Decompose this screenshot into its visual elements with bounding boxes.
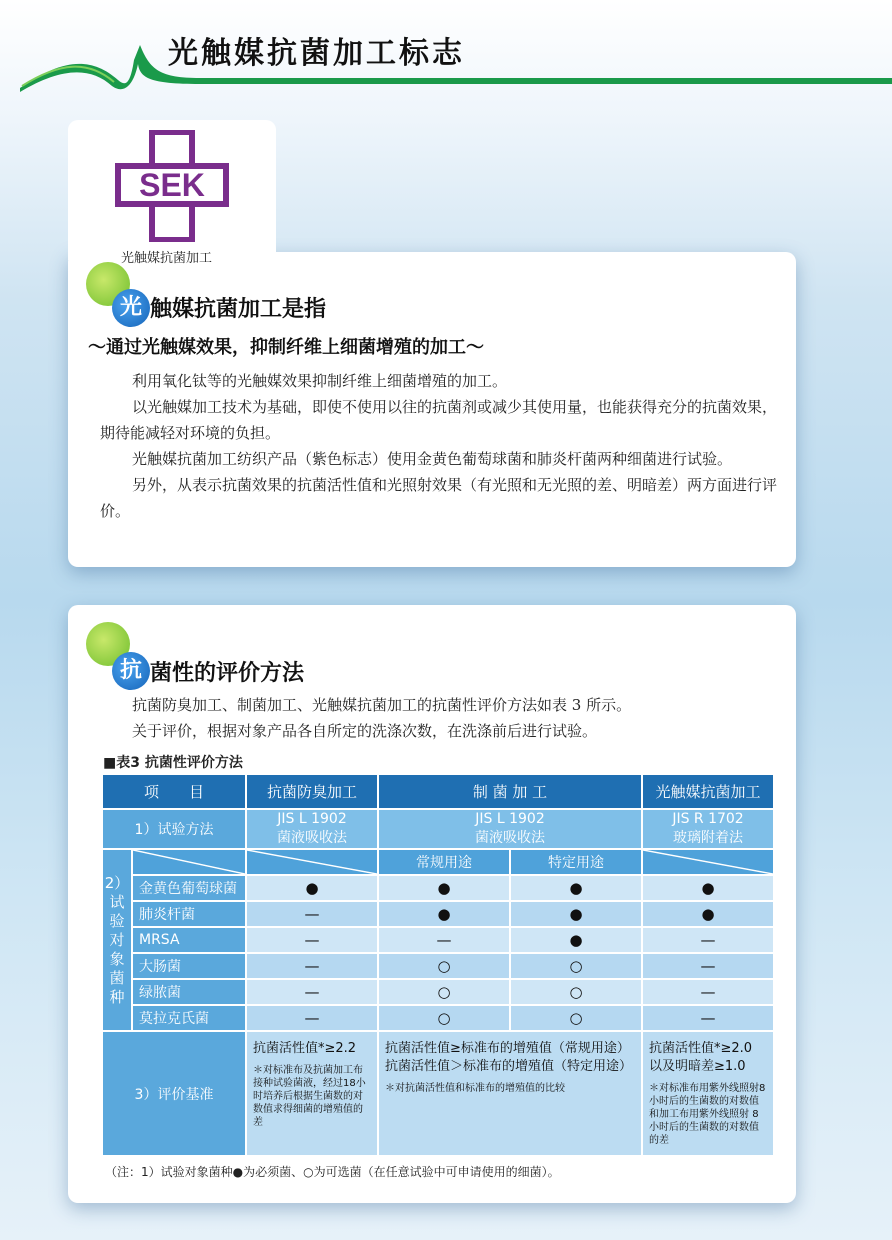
- species-group-char: 对: [109, 930, 125, 949]
- method-3-std: JIS R 1702: [672, 811, 744, 827]
- row-label-method: 1）试验方法: [102, 809, 246, 849]
- section2-icon-char: 抗: [112, 652, 150, 690]
- species-group-char: 菌: [109, 968, 125, 987]
- method-2-name: 菌液吸收法: [475, 830, 546, 846]
- mark-photocatalyst: ●: [642, 901, 774, 927]
- mark-photocatalyst: —: [642, 1005, 774, 1031]
- section2-body: [100, 692, 780, 744]
- section1-para-4: 另外，从表示抗菌效果的抗菌活性值和光照射效果（有光照和无光照的差、明暗差）两方面进行评价。: [100, 476, 778, 520]
- section1-icon-char: 光: [112, 289, 150, 327]
- mark-specific: ○: [510, 1005, 642, 1031]
- table-row: [102, 927, 774, 953]
- criteria-3-note: ＊对标准布用紫外线照射8小时后的生菌数的对数值和加工布用紫外线照射 8小时后的生菌数的对数值的差: [649, 1083, 766, 1146]
- section2-para-2: 关于评价，根据对象产品各自所定的洗涤次数，在洗涤前后进行试验。: [132, 722, 598, 740]
- row-label-criteria: 3）评价基准: [102, 1031, 246, 1156]
- mark-photocatalyst: —: [642, 927, 774, 953]
- method-cell-1: [246, 809, 378, 849]
- mark-general: ○: [378, 1005, 510, 1031]
- col-header-bacteriostatic: 制 菌 加 工: [378, 774, 642, 809]
- method-cell-2: [378, 809, 642, 849]
- table-row: [102, 875, 774, 901]
- table-row: [102, 979, 774, 1005]
- mark-deodorant: —: [246, 979, 378, 1005]
- criteria-1-note: ＊对标准布及抗菌加工布接种试验菌液，经过18小时培养后根据生菌数的对数值求得细菌的增殖值的差: [253, 1065, 366, 1128]
- page-title: 光触媒抗菌加工标志: [168, 36, 465, 71]
- mark-photocatalyst: ●: [642, 875, 774, 901]
- criteria-bacteriostatic: [378, 1031, 642, 1156]
- diagonal-cell: [642, 849, 774, 875]
- mark-general: —: [378, 927, 510, 953]
- criteria-2-main-2: 抗菌活性值＞标准布的增殖值（特定用途）: [385, 1059, 633, 1074]
- species-name: MRSA: [132, 927, 246, 953]
- sub-header-general: 常规用途: [378, 849, 510, 875]
- section1-para-1: 利用氧化钛等的光触媒效果抑制纤维上细菌增殖的加工。: [132, 372, 508, 390]
- mark-photocatalyst: —: [642, 953, 774, 979]
- mark-specific: ○: [510, 979, 642, 1005]
- table-row: [102, 1005, 774, 1031]
- section1-para-2: 以光触媒加工技术为基础，即使不使用以往的抗菌剂或减少其使用量，也能获得充分的抗菌效果，期待能减轻对环境的负担。: [100, 398, 778, 442]
- table-caption: ■表3 抗菌性评价方法: [103, 755, 243, 771]
- table-row: [102, 953, 774, 979]
- col-header-photocatalyst: 光触媒抗菌加工: [642, 774, 774, 809]
- section1-subtitle: ～通过光触媒效果，抑制纤维上细菌增殖的加工～: [88, 337, 484, 358]
- species-group-char: 种: [109, 987, 125, 1006]
- section2-title: 菌性的评价方法: [150, 661, 305, 686]
- diagonal-cell: [246, 849, 378, 875]
- mark-general: ●: [378, 875, 510, 901]
- species-name: 大肠菌: [132, 953, 246, 979]
- table-row: [102, 901, 774, 927]
- sek-logo: [114, 130, 230, 242]
- criteria-3-main-1: 抗菌活性值*≥2.0: [649, 1041, 753, 1056]
- criteria-2-note: ＊对抗菌活性值和标准布的增殖值的比较: [385, 1083, 566, 1094]
- method-2-std: JIS L 1902: [475, 811, 545, 827]
- method-1-name: 菌液吸收法: [277, 830, 348, 846]
- method-1-std: JIS L 1902: [277, 811, 347, 827]
- species-name: 绿脓菌: [132, 979, 246, 1005]
- table-footnote: （注：1）试验对象菌种●为必须菌、○为可选菌（在任意试验中可申请使用的细菌）。: [105, 1165, 560, 1179]
- mark-general: ○: [378, 953, 510, 979]
- mark-deodorant: —: [246, 1005, 378, 1031]
- section1-body: [100, 368, 780, 524]
- species-group-char: 试: [109, 892, 125, 911]
- species-name: 金黄色葡萄球菌: [132, 875, 246, 901]
- criteria-3-main-2: 以及明暗差≥1.0: [649, 1059, 746, 1074]
- section2-para-1: 抗菌防臭加工、制菌加工、光触媒抗菌加工的抗菌性评价方法如表 3 所示。: [132, 696, 632, 714]
- species-group-char: 象: [109, 949, 125, 968]
- col-header-deodorant: 抗菌防臭加工: [246, 774, 378, 809]
- method-cell-3: [642, 809, 774, 849]
- mark-specific: ●: [510, 927, 642, 953]
- mark-deodorant: —: [246, 901, 378, 927]
- species-name: 莫拉克氏菌: [132, 1005, 246, 1031]
- method-3-name: 玻璃附着法: [673, 830, 744, 846]
- criteria-deodorant: [246, 1031, 378, 1156]
- logo-caption: 光触媒抗菌加工: [121, 251, 213, 266]
- criteria-1-main: 抗菌活性值*≥2.2: [253, 1041, 357, 1056]
- sek-logo-text: SEK: [139, 167, 205, 203]
- species-group-char: 验: [109, 911, 125, 930]
- col-header-item: 项 目: [102, 774, 246, 809]
- mark-general: ○: [378, 979, 510, 1005]
- mark-photocatalyst: —: [642, 979, 774, 1005]
- mark-deodorant: —: [246, 927, 378, 953]
- mark-deodorant: —: [246, 953, 378, 979]
- species-group-label: [102, 849, 132, 1031]
- mark-deodorant: ●: [246, 875, 378, 901]
- mark-general: ●: [378, 901, 510, 927]
- section1-title: 触媒抗菌加工是指: [150, 297, 327, 322]
- criteria-2-main-1: 抗菌活性值≥标准布的增殖值（常规用途）: [385, 1041, 630, 1056]
- species-name: 肺炎杆菌: [132, 901, 246, 927]
- diagonal-cell: [132, 849, 246, 875]
- species-group-char: 2）: [104, 873, 130, 892]
- evaluation-table: [101, 773, 775, 1157]
- mark-specific: ●: [510, 901, 642, 927]
- mark-specific: ●: [510, 875, 642, 901]
- section1-para-3: 光触媒抗菌加工纺织产品（紫色标志）使用金黄色葡萄球菌和肺炎杆菌两种细菌进行试验。: [132, 450, 733, 468]
- mark-specific: ○: [510, 953, 642, 979]
- sub-header-specific: 特定用途: [510, 849, 642, 875]
- criteria-photocatalyst: [642, 1031, 774, 1156]
